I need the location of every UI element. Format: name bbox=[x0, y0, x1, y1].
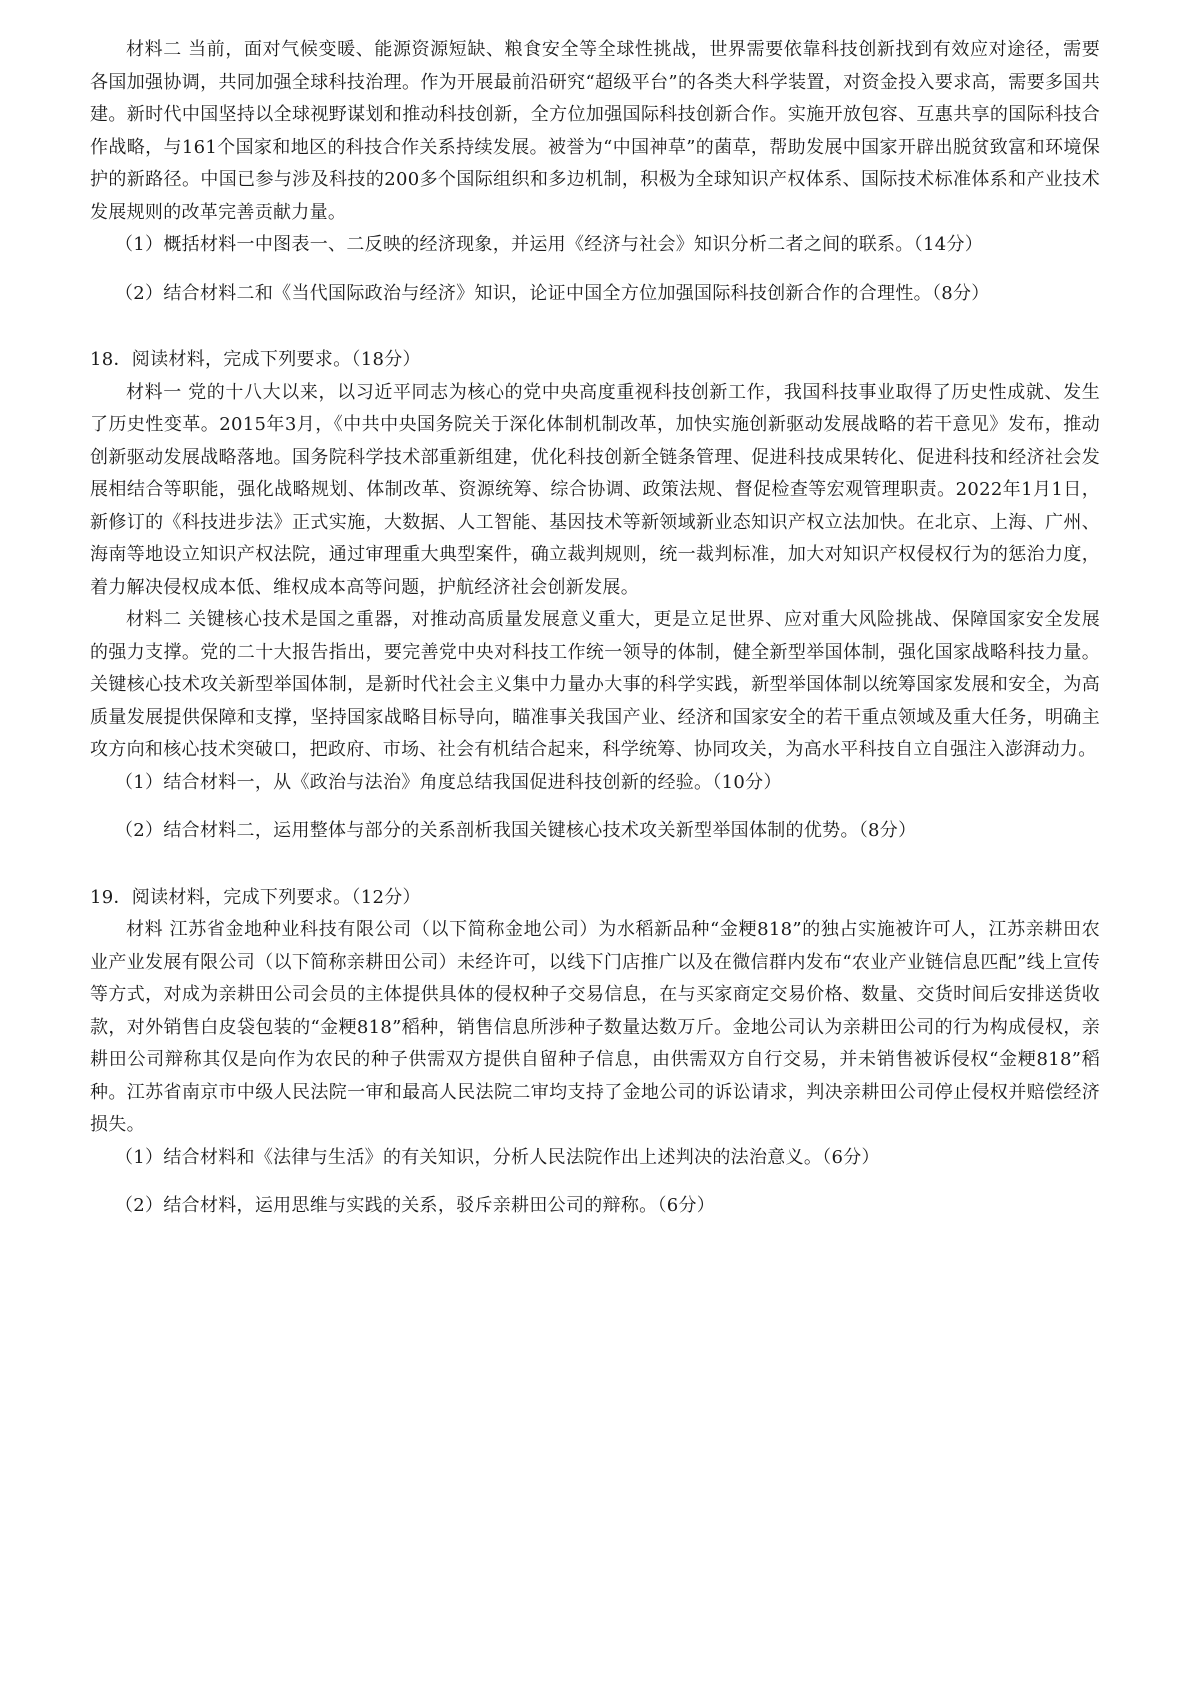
material-paragraph: 材料 江苏省金地种业科技有限公司（以下简称金地公司）为水稻新品种“金粳818”的独占实施被许可人，江苏亲耕田农业产业发展有限公司（以下简称亲耕田公司）未经许可，以线下门店推广以及在微信群内发布“农业产业链信息匹配”线上宣传等方式，对成为亲耕田公司会员的主体提供具体的侵权种子交易信息，在与买家商定交易价格、数量、交货时间后安排送货收款，对外销售白皮袋包装的“金粳818”稻种，销售信息所涉种子数量达数万斤。金地公司认为亲耕田公司的行为构成侵权，亲耕田公司辩称其仅是向作为农民的种子供需双方提供自留种子信息，由供需双方自行交易，并未销售被诉侵权“金粳818”稻种。江苏省南京市中级人民法院一审和最高人民法院二审均支持了金地公司的诉讼请求，判决亲耕田公司停止侵权并赔偿经济损失。 bbox=[90, 919, 1100, 1135]
subquestion-2: （2）结合材料二，运用整体与部分的关系剖析我国关键核心技术攻关新型举国体制的优势。（8分） bbox=[115, 820, 917, 841]
question-18 bbox=[90, 344, 1100, 848]
material-two-paragraph: 材料二 当前，面对气候变暖、能源资源短缺、粮食安全等全球性挑战，世界需要依靠科技创新找到有效应对途径，需要各国加强协调，共同加强全球科技治理。作为开展最前沿研究“超级平台”的各类大科学装置，对资金投入要求高，需要多国共建。新时代中国坚持以全球视野谋划和推动科技创新，全方位加强国际科技创新合作。实施开放包容、互惠共享的国际科技合作战略，与161个国家和地区的科技合作关系持续发展。被誉为“中国神草”的菌草，帮助发展中国家开辟出脱贫致富和环境保护的新路径。中国已参与涉及科技的200多个国际组织和多边机制，积极为全球知识产权体系、国际技术标准体系和产业技术发展规则的改革完善贡献力量。 bbox=[90, 39, 1100, 223]
question-17-continued bbox=[90, 34, 1100, 310]
subquestion-1: （1）结合材料一，从《政治与法治》角度总结我国促进科技创新的经验。（10分） bbox=[115, 771, 782, 793]
question-19-heading: 19．阅读材料，完成下列要求。（12分） bbox=[90, 886, 421, 908]
material-two-paragraph: 材料二 关键核心技术是国之重器，对推动高质量发展意义重大，更是立足世界、应对重大风险挑战、保障国家安全发展的强力支撑。党的二十大报告指出，要完善党中央对科技工作统一领导的体制，健全新型举国体制，强化国家战略科技力量。关键核心技术攻关新型举国体制，是新时代社会主义集中力量办大事的科学实践，新型举国体制以统筹国家发展和安全，为高质量发展提供保障和支撑，坚持国家战略目标导向，瞄准事关我国产业、经济和国家安全的若干重点领域及重大任务，明确主攻方向和核心技术突破口，把政府、市场、社会有机结合起来，科学统筹、协同攻关，为高水平科技自立自强注入澎湃动力。 bbox=[90, 609, 1100, 760]
subquestion-1: （1）结合材料和《法律与生活》的有关知识，分析人民法院作出上述判决的法治意义。（6分） bbox=[115, 1146, 880, 1168]
subquestion-2: （2）结合材料二和《当代国际政治与经济》知识，论证中国全方位加强国际科技创新合作的合理性。（8分） bbox=[115, 282, 990, 304]
question-18-heading: 18．阅读材料，完成下列要求。（18分） bbox=[90, 349, 421, 370]
material-one-paragraph: 材料一 党的十八大以来，以习近平同志为核心的党中央高度重视科技创新工作，我国科技事业取得了历史性成就、发生了历史性变革。2015年3月，《中共中央国务院关于深化体制机制改革，加快实施创新驱动发展战略的若干意见》发布，推动创新驱动发展战略落地。国务院科学技术部重新组建，优化科技创新全链条管理、促进科技成果转化、促进科技和经济社会发展相结合等职能，强化战略规划、体制改革、资源统筹、综合协调、政策法规、督促检查等宏观管理职责。2022年1月1日，新修订的《科技进步法》正式实施，大数据、人工智能、基因技术等新领域新业态知识产权立法加快。在北京、上海、广州、海南等地设立知识产权法院，通过审理重大典型案件，确立裁判规则，统一裁判标准，加大对知识产权侵权行为的惩治力度，着力解决侵权成本低、维权成本高等问题，护航经济社会创新发展。 bbox=[90, 381, 1100, 598]
exam-page bbox=[90, 34, 1100, 1223]
subquestion-2: （2）结合材料，运用思维与实践的关系，驳斥亲耕田公司的辩称。（6分） bbox=[115, 1195, 716, 1216]
subquestion-1: （1）概括材料一中图表一、二反映的经济现象，并运用《经济与社会》知识分析二者之间的联系。（14分） bbox=[115, 234, 984, 255]
question-19 bbox=[90, 882, 1100, 1223]
